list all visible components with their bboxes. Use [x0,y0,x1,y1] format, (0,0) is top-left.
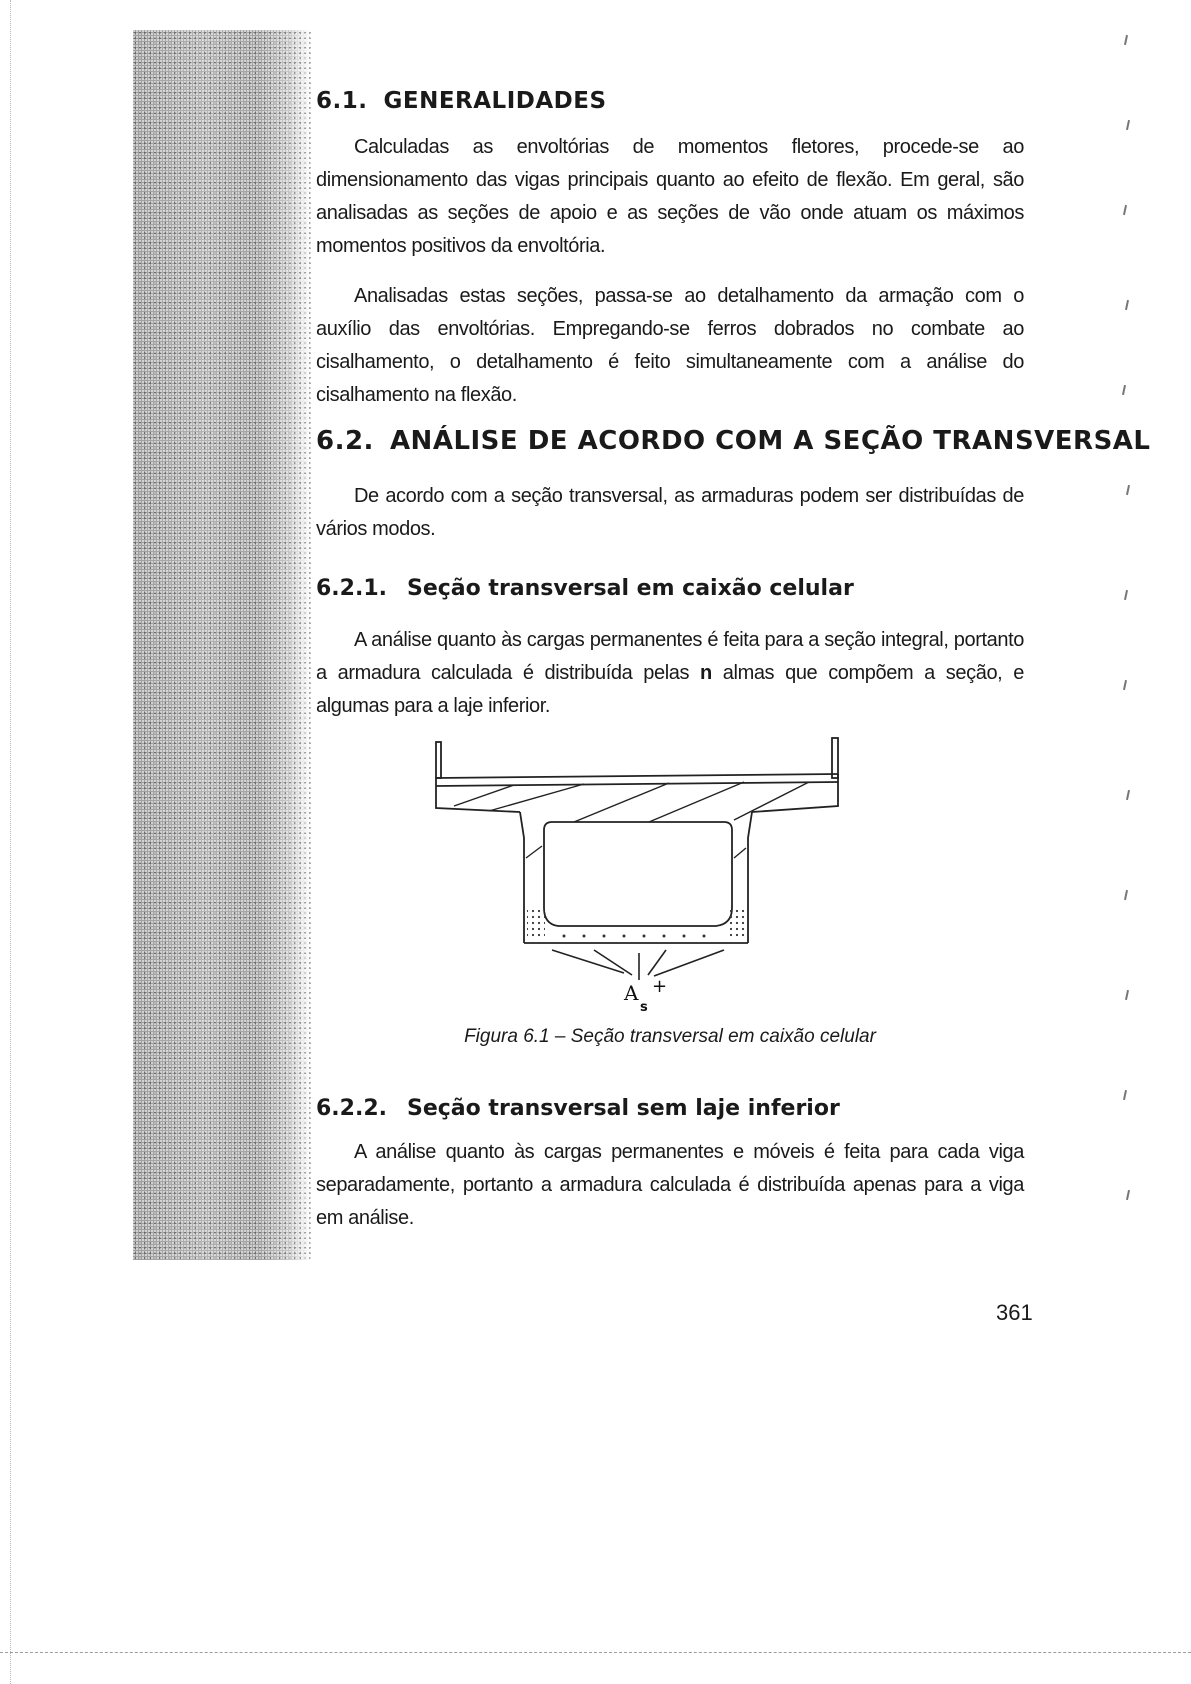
deck-hatching [454,782,809,858]
figure-label-as-plus: + [652,976,668,997]
section-6-2-title: ANÁLISE DE ACORDO COM A SEÇÃO TRANSVERSAL [389,426,1151,456]
right-web-reinforcement [730,906,746,940]
section-6-1-paragraph-2: Analisadas estas seções, passa-se ao detalhamento da armação com o auxílio das envoltórias. Empregando-se ferros dobrados no combate ao cisalhamento, o detalhamento é feito simultaneamente com a análise do cisalhamento na flexão. [316,285,1024,406]
box-girder-cross-section-figure [434,728,884,1013]
section-6-1-paragraph-1: Calculadas as envoltórias de momentos fletores, procede-se ao dimensionamento das vigas principais quanto ao efeito de flexão. Em geral, são analisadas as seções de apoio e as seções de vão onde atuam os máximos momentos positivos da envoltória. [316,136,1024,257]
section-6-2-1-text-after: almas que compõem a seção, e algumas para a laje inferior. [316,662,1024,717]
section-6-2-heading [316,426,1151,456]
figure-label-as-main: A [624,981,639,1005]
section-6-2-2-heading [316,1096,840,1121]
section-6-2-1-number: 6.2.1. [316,576,387,601]
bottom-slab-reinforcement [563,935,706,938]
section-6-2-number: 6.2. [316,426,374,456]
section-6-1-heading [316,88,607,114]
section-6-2-2-paragraph-1: A análise quanto às cargas permanentes e móveis é feita para cada viga separadamente, portanto a armadura calculada é distribuída apenas para a viga em análise. [316,1141,1024,1229]
section-6-2-1-text-before: A análise quanto às cargas permanentes é feita para a seção integral, portanto a armadura calculada é distribuída pelas [316,629,1024,684]
figure-label-as-subscript: s [640,1000,648,1013]
reinforcement-leader-lines [552,950,724,980]
scan-edge-left [10,0,11,1684]
section-6-1-number: 6.1. [316,88,368,114]
page-number: 361 [996,1300,1033,1325]
figure-caption: Figura 6.1 – Seção transversal em caixão celular [464,1026,876,1047]
section-6-2-1-text-n: n [700,662,712,684]
binding-strip [133,30,311,1260]
bottom-scan-rule [0,1652,1191,1653]
section-6-2-1-heading [316,576,854,601]
section-6-2-1-title: Seção transversal em caixão celular [407,576,854,601]
section-6-1-title: GENERALIDADES [383,88,607,114]
cross-section-outline [436,738,838,943]
section-6-2-paragraph-1: De acordo com a seção transversal, as armaduras podem ser distribuídas de vários modos. [316,485,1024,540]
section-6-2-2-title: Seção transversal sem laje inferior [407,1096,840,1121]
scan-edge-right [1115,30,1145,1230]
section-6-2-2-number: 6.2.2. [316,1096,387,1121]
left-web-reinforcement [527,906,545,940]
section-6-2-1-paragraph-1 [316,624,1024,723]
